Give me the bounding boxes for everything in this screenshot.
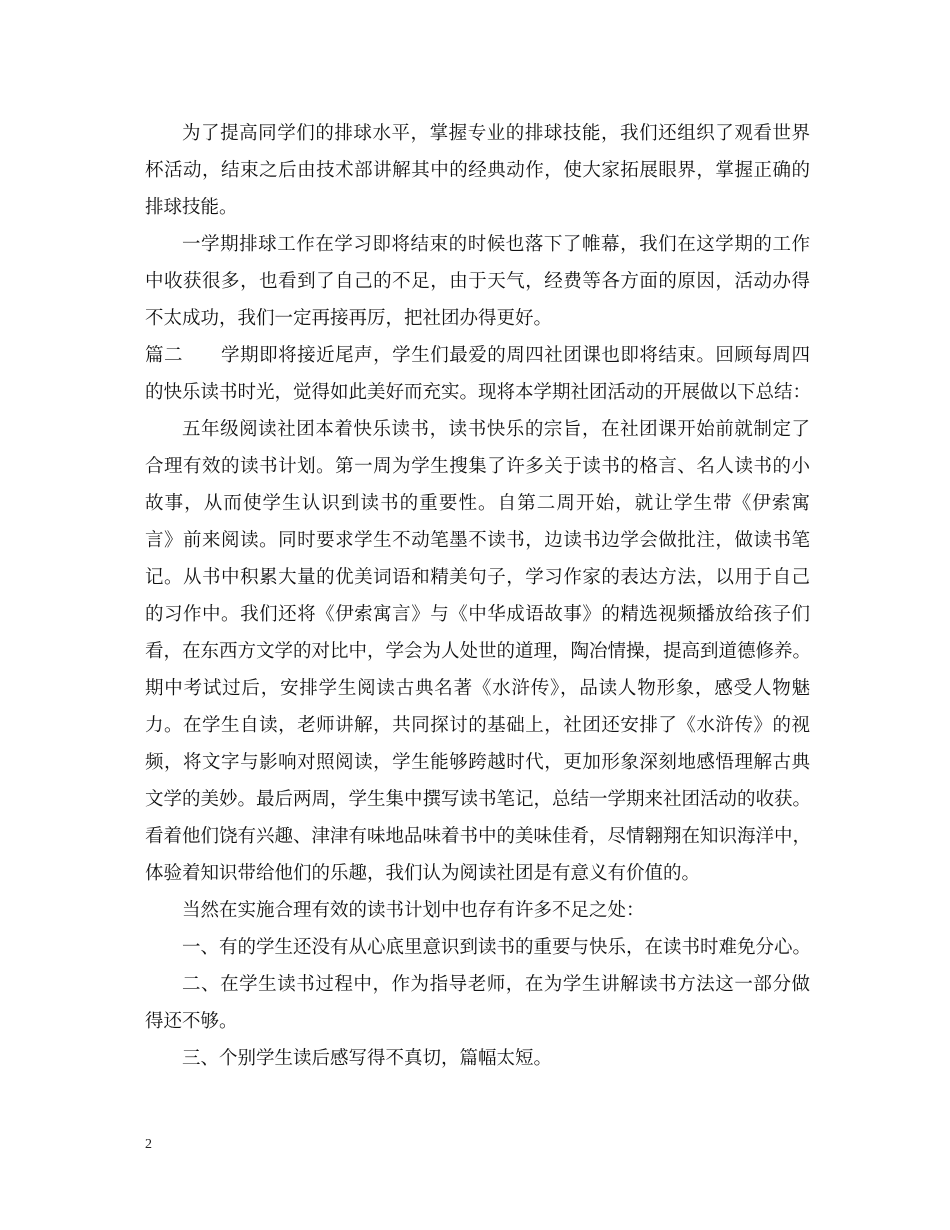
paragraph-line: 体验着知识带给他们的乐趣，我们认为阅读社团是有意义有价值的。 [145, 863, 701, 884]
page-number: 2 [145, 1137, 152, 1152]
document-body [145, 115, 810, 1077]
list-item-line: 二、在学生读书过程中，作为指导老师，在为学生讲解读书方法这一部分做 [182, 974, 810, 995]
paragraph-line: 一学期排球工作在学习即将结束的时候也落下了帷幕，我们在这学期的工作 [182, 234, 810, 255]
paragraph-line: 为了提高同学们的排球水平，掌握专业的排球技能，我们还组织了观看世界 [182, 123, 810, 144]
paragraph-line: 言》前来阅读。同时要求学生不动笔墨不读书，边读书边学会做批注，做读书笔 [145, 530, 810, 551]
paragraph-line: 记。从书中积累大量的优美词语和精美句子，学习作家的表达方法，以用于自己 [145, 567, 810, 588]
list-item-line: 三、个别学生读后感写得不真切，篇幅太短。 [182, 1048, 553, 1069]
paragraph-line: 频，将文字与影响对照阅读，学生能够跨越时代，更加形象深刻地感悟理解古典 [145, 752, 810, 773]
paragraph-line: 中收获很多，也看到了自己的不足，由于天气，经费等各方面的原因，活动办得 [145, 271, 810, 292]
section-heading-line: 篇二 学期即将接近尾声，学生们最爱的周四社团课也即将结束。回顾每周四 [145, 345, 810, 366]
paragraph-line: 看，在东西方文学的对比中，学会为人处世的道理，陶冶情操，提高到道德修养。 [145, 641, 812, 662]
paragraph-line: 看着他们饶有兴趣、津津有味地品味着书中的美味佳肴，尽情翱翔在知识海洋中， [145, 826, 812, 847]
paragraph-line: 合理有效的读书计划。第一周为学生搜集了许多关于读书的格言、名人读书的小 [145, 456, 810, 477]
paragraph-line: 不太成功，我们一定再接再厉，把社团办得更好。 [145, 308, 553, 329]
paragraph-line: 期中考试过后，安排学生阅读古典名著《水浒传》，品读人物形象，感受人物魅 [145, 678, 810, 699]
paragraph-line: 力。在学生自读，老师讲解，共同探讨的基础上，社团还安排了《水浒传》的视 [145, 715, 810, 736]
paragraph-line: 五年级阅读社团本着快乐读书，读书快乐的宗旨，在社团课开始前就制定了 [182, 419, 810, 440]
paragraph-line: 故事，从而使学生认识到读书的重要性。自第二周开始，就让学生带《伊索寓 [145, 493, 810, 514]
paragraph-line: 的快乐读书时光，觉得如此美好而充实。现将本学期社团活动的开展做以下总结： [145, 382, 812, 403]
list-item-line: 得还不够。 [145, 1011, 238, 1032]
paragraph-line: 排球技能。 [145, 197, 238, 218]
paragraph-line: 的习作中。我们还将《伊索寓言》与《中华成语故事》的精选视频播放给孩子们 [145, 604, 810, 625]
paragraph-line: 文学的美妙。最后两周，学生集中撰写读书笔记，总结一学期来社团活动的收获。 [145, 789, 812, 810]
list-item-line: 一、有的学生还没有从心底里意识到读书的重要与快乐，在读书时难免分心。 [182, 937, 812, 958]
paragraph-line: 杯活动，结束之后由技术部讲解其中的经典动作，使大家拓展眼界，掌握正确的 [145, 160, 810, 181]
paragraph-line: 当然在实施合理有效的读书计划中也存有许多不足之处： [182, 900, 645, 921]
